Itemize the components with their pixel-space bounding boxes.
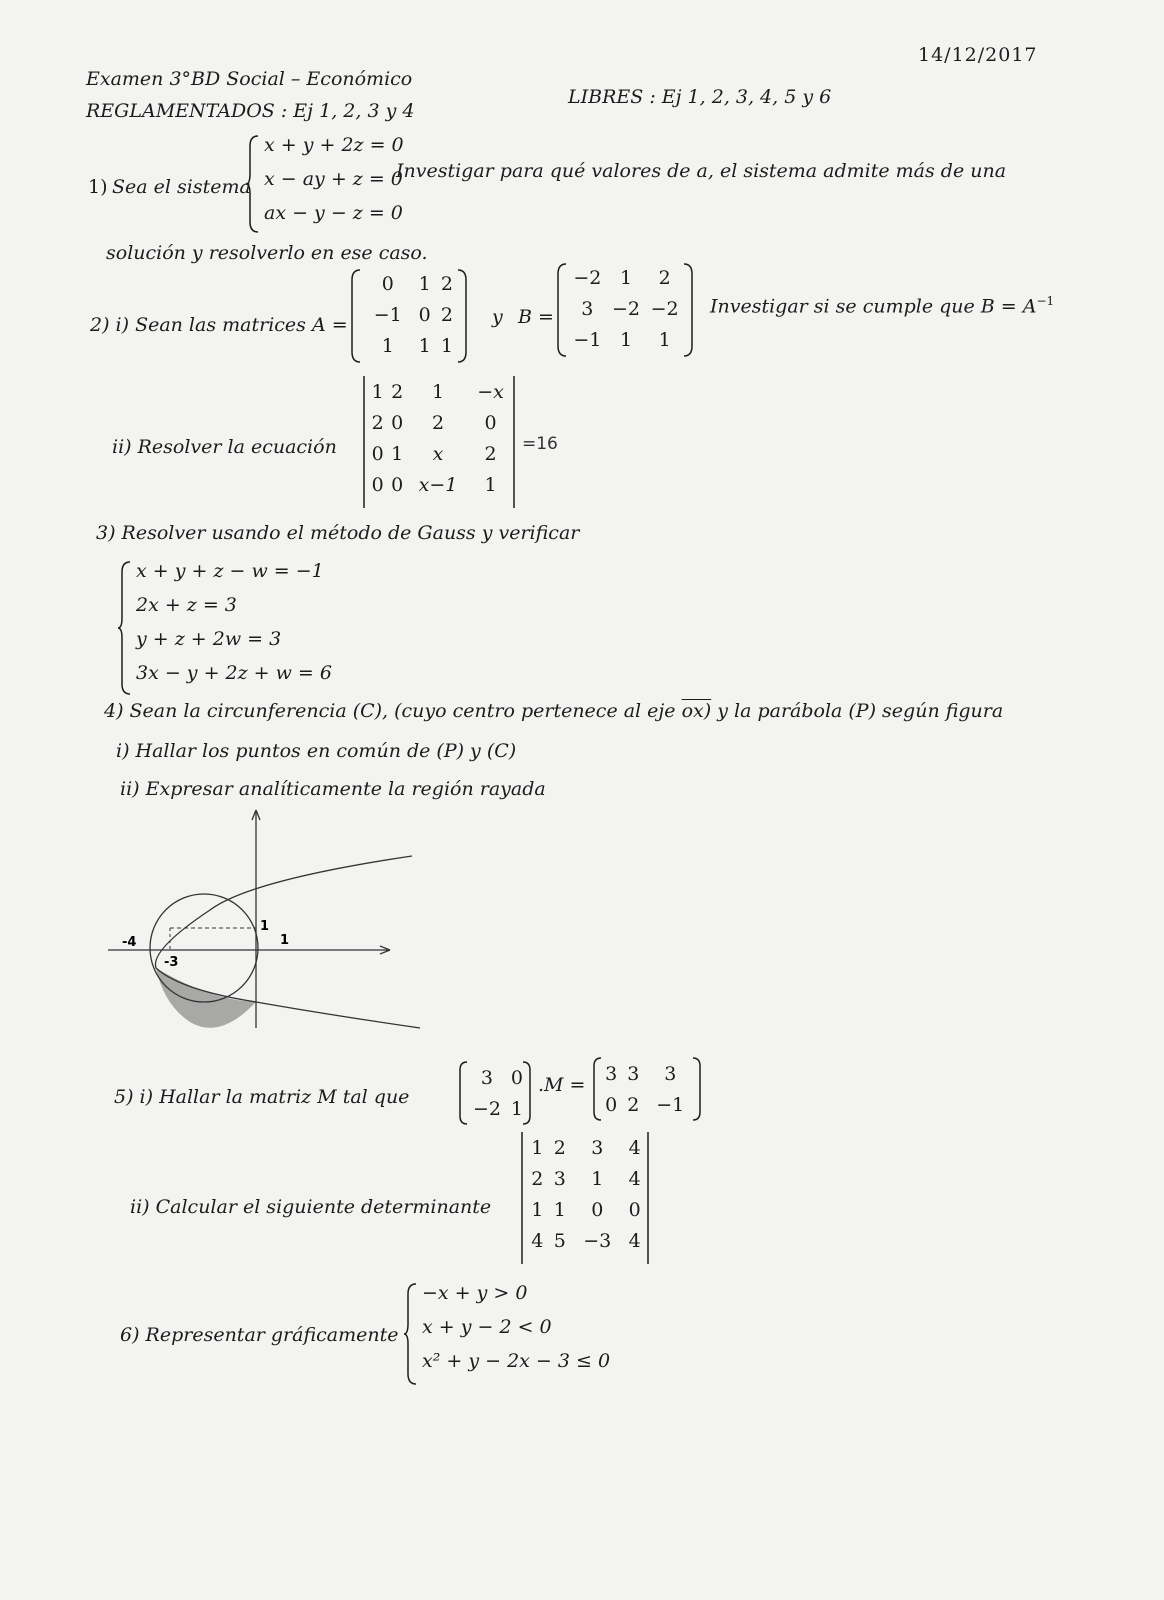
ej2-question-exp: −1 [1036,294,1055,308]
ej2-det-cell: 1 [484,473,497,496]
label-x-1: 1 [280,933,290,948]
ej3-eq-2: 2x + z = 3 [136,594,237,616]
ej2-det-cell: 1 [431,380,445,403]
matB-cell: 1 [658,328,671,351]
ej2-det-cell: 0 [391,411,404,434]
ej2-det-cell: 1 [391,442,404,465]
ej2-det-cell: 2 [371,411,384,434]
ej1-system [246,134,404,234]
ej6-ineq-2: x + y − 2 < 0 [422,1316,552,1338]
brace-icon [118,560,134,696]
matA-cell: 1 [381,334,394,357]
ej5-det-cell: 1 [553,1198,566,1221]
ej2-det-cell: 2 [484,442,497,465]
ej5-mat2-cell: 3 [664,1062,677,1085]
matA-cell: 1 [418,272,431,295]
ej2-det-result: =16 [522,434,558,454]
matA-cell: −1 [373,303,402,326]
matB-cell: 2 [658,266,671,289]
matA-cell: 1 [440,334,453,357]
ej5-det-cell: 4 [628,1136,641,1159]
ej5-det-cell: 2 [531,1167,544,1190]
ej2-question-text: Investigar si se cumple que B = A [710,295,1037,318]
ej5-mat2-cell: 3 [627,1062,640,1085]
ej2-det-cell: 0 [484,411,497,434]
label-minus-4: -4 [122,935,137,950]
ej5-det-cell: 4 [628,1167,641,1190]
ej3-eq-1: x + y + z − w = −1 [136,560,324,582]
ej1-number: 1) [88,176,108,198]
ej3-text: 3) Resolver usando el método de Gauss y verificar [96,522,580,544]
circle-C [150,894,258,1002]
ej6-ineq-3: x² + y − 2x − 3 ≤ 0 [422,1350,611,1372]
ej4-text-end: y la parábola (P) según figura [717,700,1004,722]
ej1-eq-1: x + y + 2z = 0 [264,134,404,156]
ej2-i-label: 2) i) Sean las matrices [90,314,306,336]
matB-cell: −2 [650,297,679,320]
ej6-system [404,1282,624,1386]
ej1-text: Investigar para qué valores de a, el sistema admite más de una [396,160,1007,182]
ej4-axis: ox) [681,700,712,722]
ej5-det-cell: 3 [553,1167,566,1190]
ej5-mat1-cell: 1 [510,1097,523,1120]
ej1-intro: Sea el sistema [112,176,251,198]
ej5-det-cell: −3 [583,1229,612,1252]
ej5-ii-label: ii) Calcular el siguiente determinante [130,1196,492,1218]
matA-cell: 0 [381,272,394,295]
ej5-mat1-cell: 0 [510,1066,523,1089]
ej5-det-cell: 1 [531,1136,544,1159]
ej5-det-cell: 4 [628,1229,641,1252]
exam-date: 14/12/2017 [918,44,1038,66]
ej4-ii: ii) Expresar analíticamente la región rayada [120,778,546,800]
matA-cell: 0 [418,303,431,326]
ej6-ineq-1: −x + y > 0 [422,1282,528,1304]
ej4-text [104,700,1003,722]
matB-cell: −1 [573,328,602,351]
ej5-dotM: .M = [538,1074,586,1096]
matB-cell: −2 [611,297,640,320]
ej2-ii-label: ii) Resolver la ecuación [112,436,337,458]
matB-cell: 3 [581,297,594,320]
brace-icon [404,1282,420,1386]
ej2-det-cell: x−1 [418,473,458,496]
label-minus-3: -3 [164,955,179,970]
ej3-eq-4: 3x − y + 2z + w = 6 [136,662,332,684]
ej5-mat2-cell: 3 [605,1062,618,1085]
ej2-det-cell: 2 [431,411,445,434]
ej2-det-cell: 2 [391,380,404,403]
ej4-text-start: 4) Sean la circunferencia (C), (cuyo centro pertenece al eje [104,700,676,722]
ej5-det-cell: 4 [531,1229,544,1252]
ej4-graph [100,800,440,1040]
ej5-mat1-cell: −2 [472,1097,501,1120]
ej3-eq-3: y + z + 2w = 3 [136,628,282,650]
ej2-and: y [492,306,503,328]
ej5-mat2-cell: 2 [627,1093,640,1116]
ej1-text-2: solución y resolverlo en ese caso. [106,242,428,264]
ej2-det-cell: x [432,442,444,465]
ej6-label: 6) Representar gráficamente [120,1324,399,1346]
ej5-mat1-cell: 3 [480,1066,493,1089]
ej5-mat2-cell: −1 [656,1093,685,1116]
ej2-det-cell: 0 [391,473,404,496]
matB-cell: 1 [619,266,633,289]
matB-cell: 1 [619,328,633,351]
ej2-det-cell: 0 [371,473,384,496]
matA-label: A = [312,314,348,336]
ej2-question [710,294,1054,317]
ej5-det-cell: 1 [531,1198,544,1221]
brace-icon [246,134,262,234]
ej2-det-cell: 0 [371,442,384,465]
reglamentados-line: REGLAMENTADOS : Ej 1, 2, 3 y 4 [86,100,415,122]
ej4-i: i) Hallar los puntos en común de (P) y (C) [116,740,517,762]
ej5-det-cell: 3 [591,1136,604,1159]
ej5-det-cell: 0 [591,1198,604,1221]
libres-line: LIBRES : Ej 1, 2, 3, 4, 5 y 6 [568,86,832,108]
shaded-region [156,968,256,1028]
ej3-system [118,560,338,696]
ej5-mat2-cell: 0 [605,1093,618,1116]
ej2-det-cell: −x [477,380,504,403]
ej5-i-label: 5) i) Hallar la matriz M tal que [114,1086,410,1108]
matA-cell: 2 [440,272,453,295]
ej2-det-cell: 1 [371,380,384,403]
matB-cell: −2 [573,266,602,289]
ej1-eq-3: ax − y − z = 0 [264,202,403,224]
ej5-det-cell: 1 [591,1167,604,1190]
ej5-det-cell: 5 [553,1229,566,1252]
ej5-det-cell: 2 [553,1136,566,1159]
label-y-1: 1 [260,919,270,934]
exam-title: Examen 3°BD Social – Económico [86,68,413,90]
matA-cell: 1 [418,334,431,357]
matB-label: B = [518,306,554,328]
ej5-det-cell: 0 [628,1198,641,1221]
ej1-eq-2: x − ay + z = 0 [264,168,403,190]
matA-cell: 2 [440,303,453,326]
